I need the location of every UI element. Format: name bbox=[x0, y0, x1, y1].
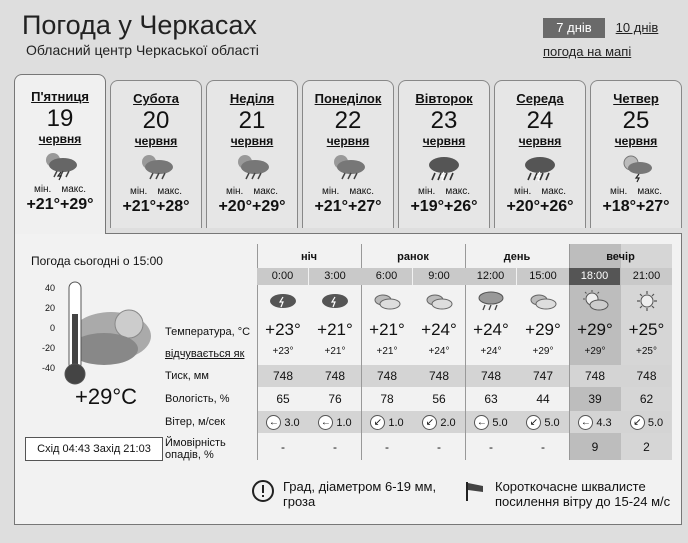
temp-cell: +29° bbox=[577, 320, 613, 339]
feels-cell: +24° bbox=[428, 346, 450, 357]
day-tab-sunday[interactable] bbox=[206, 80, 298, 228]
wind-flag-icon bbox=[463, 479, 487, 503]
min-temp: +21° bbox=[122, 198, 156, 215]
wind-cell bbox=[361, 415, 413, 430]
min-label: мін. bbox=[513, 186, 532, 197]
wind-direction-icon: ↙ bbox=[422, 415, 437, 430]
wind-speed: 3.0 bbox=[284, 416, 300, 429]
feels-cell: +21° bbox=[324, 346, 346, 357]
sun-cloud-storm-icon bbox=[591, 152, 681, 184]
feels-cell: +29° bbox=[584, 346, 606, 357]
pressure-cell: 748 bbox=[376, 369, 398, 383]
sunrise-sunset: Схід 04:43 Захід 21:03 bbox=[25, 437, 163, 461]
weather-map-link[interactable]: погода на мапі bbox=[543, 44, 632, 59]
wind-cell bbox=[465, 415, 517, 430]
wind-speed: 5.0 bbox=[492, 416, 508, 429]
precip-cell: 2 bbox=[643, 440, 650, 454]
hour-label: 15:00 bbox=[517, 268, 569, 285]
cloud-rain-icon bbox=[465, 288, 517, 314]
seven-days-button[interactable]: 7 днів bbox=[543, 18, 605, 38]
row-label-pressure: Тиск, мм bbox=[165, 370, 209, 382]
day-name: Понеділок bbox=[314, 91, 382, 106]
temp-cell: +25° bbox=[628, 320, 665, 339]
page-title: Погода у Черкасах bbox=[22, 10, 257, 40]
wind-direction-icon: ← bbox=[318, 415, 333, 430]
min-label: мін. bbox=[33, 184, 52, 195]
feels-cell: +25° bbox=[636, 346, 657, 357]
day-name: П'ятниця bbox=[31, 89, 89, 104]
cloudy-icon bbox=[413, 288, 465, 314]
thermo-scale bbox=[37, 278, 55, 378]
current-temperature: +29°C bbox=[75, 384, 138, 409]
max-temp: +26° bbox=[540, 198, 574, 215]
cloud-rain-storm-icon bbox=[303, 152, 393, 184]
humidity-cell: 76 bbox=[328, 392, 342, 406]
wind-speed: 5.0 bbox=[544, 416, 560, 429]
hour-label: 0:00 bbox=[257, 268, 308, 285]
pressure-cell: 748 bbox=[636, 369, 657, 383]
day-number: 24 bbox=[526, 107, 554, 134]
day-tab-wednesday[interactable] bbox=[494, 80, 586, 228]
wind-direction-icon: ← bbox=[474, 415, 489, 430]
max-label: макс. bbox=[637, 186, 663, 197]
day-name: Неділя bbox=[229, 91, 275, 106]
day-month: червня bbox=[326, 134, 370, 148]
day-name: Середа bbox=[516, 91, 564, 106]
max-label: макс. bbox=[349, 186, 375, 197]
day-number: 19 bbox=[46, 105, 74, 132]
feels-cell: +29° bbox=[532, 346, 554, 357]
day-month: червня bbox=[134, 134, 178, 148]
max-label: макс. bbox=[541, 186, 567, 197]
day-number: 22 bbox=[334, 107, 362, 134]
day-tabs bbox=[14, 74, 682, 234]
min-label: мін. bbox=[609, 186, 628, 197]
temp-cell: +21° bbox=[317, 320, 353, 339]
hour-label: 3:00 bbox=[309, 268, 361, 285]
max-label: макс. bbox=[157, 186, 183, 197]
humidity-cell: 63 bbox=[484, 392, 498, 406]
wind-direction-icon: ↙ bbox=[370, 415, 385, 430]
wind-cell bbox=[413, 415, 465, 430]
feels-cell: +24° bbox=[480, 346, 502, 357]
humidity-cell: 56 bbox=[432, 392, 446, 406]
period-morning: ранок bbox=[397, 251, 429, 263]
wind-speed: 1.0 bbox=[388, 416, 404, 429]
min-label: мін. bbox=[417, 186, 436, 197]
wind-speed: 5.0 bbox=[647, 416, 664, 429]
day-month: червня bbox=[38, 132, 82, 146]
wind-direction-icon: ↙ bbox=[526, 415, 541, 430]
hourly-panel bbox=[14, 233, 682, 525]
pressure-cell: 748 bbox=[584, 369, 606, 383]
day-name: Субота bbox=[133, 91, 179, 106]
pressure-cell: 748 bbox=[272, 369, 294, 383]
wind-speed: 2.0 bbox=[440, 416, 456, 429]
day-tab-thursday[interactable] bbox=[590, 80, 682, 228]
max-label: макс. bbox=[253, 186, 279, 197]
temp-cell: +24° bbox=[473, 320, 509, 339]
min-temp: +19° bbox=[410, 198, 444, 215]
precip-cell: - bbox=[281, 440, 285, 454]
min-temp: +18° bbox=[602, 198, 636, 215]
day-number: 23 bbox=[430, 107, 458, 134]
pressure-cell: 748 bbox=[324, 369, 346, 383]
period-evening: вечір bbox=[606, 251, 635, 263]
min-label: мін. bbox=[129, 186, 148, 197]
day-month: червня bbox=[614, 134, 658, 148]
day-month: червня bbox=[230, 134, 274, 148]
temp-cell: +24° bbox=[421, 320, 457, 339]
day-tab-tuesday[interactable] bbox=[398, 80, 490, 228]
humidity-cell: 62 bbox=[639, 392, 654, 406]
row-label-humidity: Вологість, % bbox=[165, 393, 230, 405]
warning-text: Короткочасне шквалисте посилення вітру до 15-24 м/с bbox=[495, 479, 671, 509]
row-label-wind: Вітер, м/сек bbox=[165, 416, 226, 428]
warning-wind bbox=[463, 479, 673, 509]
wind-cell bbox=[621, 415, 672, 430]
pressure-cell: 748 bbox=[480, 369, 502, 383]
min-temp: +20° bbox=[506, 198, 540, 215]
cloudy-icon bbox=[361, 288, 413, 314]
precip-cell: - bbox=[489, 440, 493, 454]
precip-cell: 9 bbox=[591, 440, 599, 454]
page-subtitle: Обласний центр Черкаської області bbox=[26, 42, 259, 58]
humidity-cell: 44 bbox=[536, 392, 550, 406]
heavy-rain-storm-icon bbox=[399, 152, 489, 184]
ten-days-link[interactable]: 10 днів bbox=[615, 20, 659, 35]
feels-cell: +21° bbox=[376, 346, 398, 357]
row-label-feels-like[interactable]: відчувається як bbox=[165, 348, 245, 360]
period-day: день bbox=[503, 251, 531, 263]
scale-tick: -40 bbox=[41, 363, 55, 373]
max-temp: +28° bbox=[156, 198, 190, 215]
sun-icon bbox=[621, 288, 672, 314]
cloud-storm-icon bbox=[309, 288, 361, 314]
max-temp: +29° bbox=[60, 196, 94, 213]
humidity-cell: 39 bbox=[588, 392, 602, 406]
cloudy-icon bbox=[517, 288, 569, 314]
hour-label: 9:00 bbox=[413, 268, 465, 285]
hour-label: 21:00 bbox=[621, 268, 672, 285]
hour-label: 6:00 bbox=[361, 268, 412, 285]
row-label-precipitation: Ймовірність опадів, % bbox=[165, 437, 226, 461]
precip-cell: - bbox=[437, 440, 441, 454]
wind-direction-icon: ← bbox=[578, 415, 593, 430]
feels-cell: +23° bbox=[272, 346, 294, 357]
wind-cell bbox=[309, 415, 361, 430]
day-name: Четвер bbox=[613, 91, 659, 106]
day-month: червня bbox=[518, 134, 562, 148]
temp-cell: +29° bbox=[525, 320, 561, 339]
precip-cell: - bbox=[385, 440, 389, 454]
min-temp: +21° bbox=[314, 198, 348, 215]
precip-cell: - bbox=[541, 440, 545, 454]
warning-text: Град, діаметром 6-19 мм, гроза bbox=[283, 479, 437, 509]
cloud-storm-icon bbox=[257, 288, 309, 314]
hour-label-current: 18:00 bbox=[569, 268, 620, 285]
wind-speed: 4.3 bbox=[596, 416, 612, 429]
wind-speed: 1.0 bbox=[336, 416, 352, 429]
max-temp: +26° bbox=[444, 198, 478, 215]
scale-tick: 40 bbox=[44, 283, 55, 293]
max-label: макс. bbox=[61, 184, 87, 195]
heavy-rain-storm-icon bbox=[495, 152, 585, 184]
wind-cell bbox=[257, 415, 309, 430]
temp-cell: +23° bbox=[265, 320, 301, 339]
cloud-rain-storm-icon bbox=[15, 150, 105, 182]
sun-cloud-icon bbox=[569, 288, 621, 314]
scale-tick: 20 bbox=[44, 303, 55, 313]
min-label: мін. bbox=[225, 186, 244, 197]
temp-cell: +21° bbox=[369, 320, 405, 339]
scale-tick: 0 bbox=[49, 323, 55, 333]
max-label: макс. bbox=[445, 186, 471, 197]
humidity-cell: 65 bbox=[276, 392, 290, 406]
precip-cell: - bbox=[333, 440, 337, 454]
day-tab-friday[interactable] bbox=[14, 74, 106, 234]
cloud-rain-storm-icon bbox=[207, 152, 297, 184]
hour-label: 12:00 bbox=[465, 268, 516, 285]
max-temp: +27° bbox=[636, 198, 670, 215]
warning-circle-icon bbox=[251, 479, 275, 503]
period-night: ніч bbox=[300, 251, 318, 263]
min-temp: +20° bbox=[218, 198, 252, 215]
day-tab-saturday[interactable] bbox=[110, 80, 202, 228]
pressure-cell: 748 bbox=[428, 369, 450, 383]
pressure-cell: 747 bbox=[532, 369, 554, 383]
min-temp: +21° bbox=[26, 196, 60, 213]
day-name: Вівторок bbox=[415, 91, 473, 106]
max-temp: +29° bbox=[252, 198, 286, 215]
wind-cell bbox=[569, 415, 621, 430]
thermometer-widget bbox=[29, 274, 159, 394]
max-temp: +27° bbox=[348, 198, 382, 215]
row-label-temperature: Температура, °С bbox=[165, 326, 251, 338]
scale-tick: -20 bbox=[41, 343, 55, 353]
wind-direction-icon: ↙ bbox=[630, 415, 645, 430]
day-number: 20 bbox=[142, 107, 170, 134]
day-number: 21 bbox=[238, 107, 266, 134]
today-label: Погода сьогодні о 15:00 bbox=[31, 254, 163, 268]
day-tab-monday[interactable] bbox=[302, 80, 394, 228]
min-label: мін. bbox=[321, 186, 340, 197]
warning-hail bbox=[251, 479, 451, 509]
cloud-rain-storm-icon bbox=[111, 152, 201, 184]
wind-cell bbox=[517, 415, 569, 430]
humidity-cell: 78 bbox=[380, 392, 394, 406]
day-number: 25 bbox=[622, 107, 650, 134]
wind-direction-icon: ← bbox=[266, 415, 281, 430]
day-month: червня bbox=[422, 134, 466, 148]
